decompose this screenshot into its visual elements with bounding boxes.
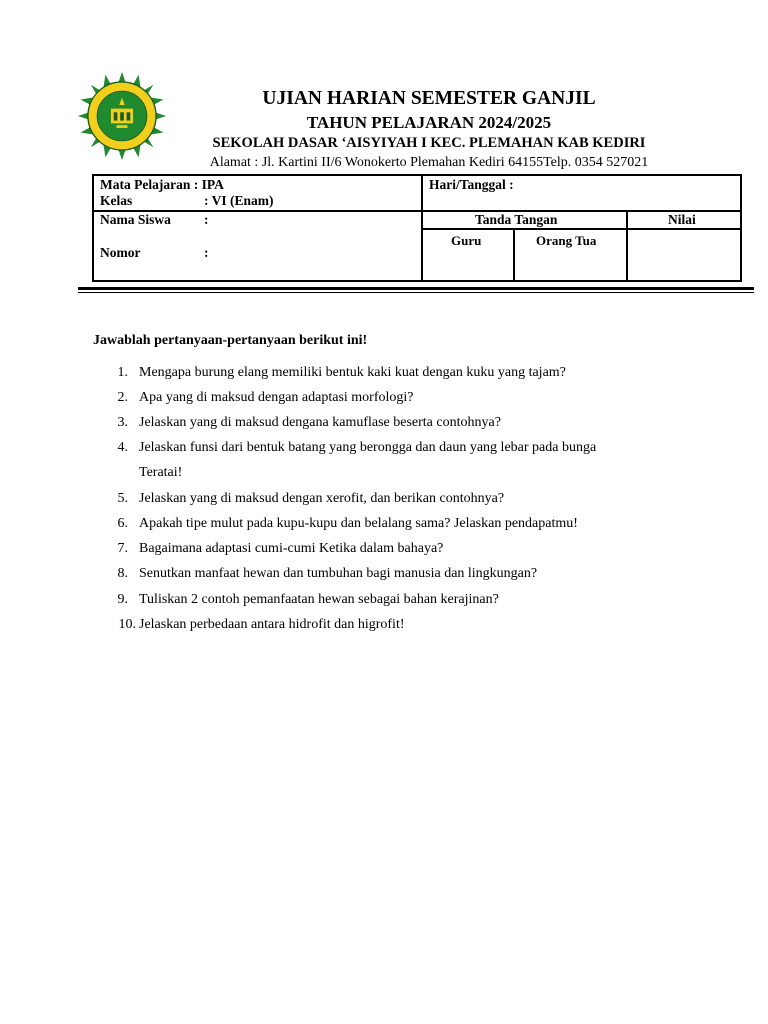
question-number: 7. — [117, 541, 128, 556]
score-header: Nilai — [668, 212, 696, 227]
question-text: Jelaskan yang di maksud dengana kamuflase beserta contohnya? — [139, 415, 501, 430]
table-divider — [421, 228, 742, 230]
student-name-colon: : — [204, 212, 209, 227]
question-text: Jelaskan yang di maksud dengan xerofit, dan berikan contohnya? — [139, 491, 505, 506]
question-number: 1. — [117, 365, 128, 380]
teacher-signature-label: Guru — [451, 233, 482, 248]
question-text: Senutkan manfaat hewan dan tumbuhan bagi manusia dan lingkungan? — [139, 566, 538, 581]
question-number: 10. — [118, 617, 136, 632]
question-number: 8. — [117, 566, 128, 581]
subject-field: Mata Pelajaran : IPA — [100, 177, 224, 192]
academic-year: TAHUN PELAJARAN 2024/2025 — [306, 113, 552, 132]
header-rule — [78, 287, 754, 290]
table-divider — [626, 210, 628, 282]
question-number: 4. — [117, 440, 128, 455]
signature-header: Tanda Tangan — [475, 212, 558, 227]
parent-signature-label: Orang Tua — [536, 233, 597, 248]
date-field: Hari/Tanggal : — [429, 177, 514, 192]
question-number: 3. — [117, 415, 128, 430]
header-rule — [78, 292, 754, 293]
question-text: Apa yang di maksud dengan adaptasi morfologi? — [139, 390, 414, 405]
instruction-text: Jawablah pertanyaan-pertanyaan berikut ini! — [93, 333, 368, 348]
student-name-label: Nama Siswa — [100, 212, 171, 227]
table-divider — [92, 210, 742, 212]
question-text: Apakah tipe mulut pada kupu-kupu dan belalang sama? Jelaskan pendapatmu! — [139, 516, 578, 531]
class-value: : VI (Enam) — [204, 193, 274, 208]
question-number: 5. — [117, 491, 128, 506]
school-name: SEKOLAH DASAR ‘AISYIYAH I KEC. PLEMAHAN KAB KEDIRI — [212, 135, 646, 151]
question-text: Jelaskan perbedaan antara hidrofit dan higrofit! — [139, 617, 405, 632]
exam-title: UJIAN HARIAN SEMESTER GANJIL — [262, 88, 596, 109]
question-text: Mengapa burung elang memiliki bentuk kaki kuat dengan kuku yang tajam? — [139, 365, 566, 380]
question-number: 2. — [117, 390, 128, 405]
question-text-continued: Teratai! — [139, 465, 183, 480]
question-text: Jelaskan funsi dari bentuk batang yang berongga dan daun yang lebar pada bunga — [139, 440, 597, 455]
class-label: Kelas — [100, 193, 133, 208]
school-address: Alamat : Jl. Kartini II/6 Wonokerto Plemahan Kediri 64155Telp. 0354 527021 — [209, 155, 649, 170]
table-divider — [513, 228, 515, 282]
number-label: Nomor — [100, 245, 141, 260]
question-text: Bagaimana adaptasi cumi-cumi Ketika dalam bahaya? — [139, 541, 444, 556]
number-colon: : — [204, 245, 209, 260]
question-number: 9. — [117, 592, 128, 607]
question-text: Tuliskan 2 contoh pemanfaatan hewan sebagai bahan kerajinan? — [139, 592, 499, 607]
question-number: 6. — [117, 516, 128, 531]
